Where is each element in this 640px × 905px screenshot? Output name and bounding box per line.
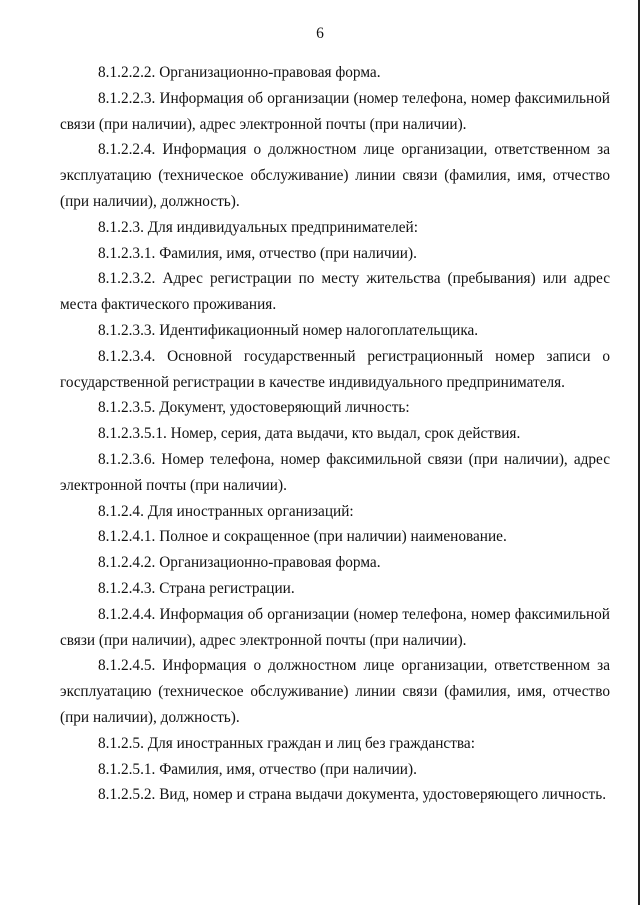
page-number: 6 — [316, 25, 324, 42]
paragraph: 8.1.2.3.6. Номер телефона, номер факсимильной связи (при наличии), адрес электронной почты (при наличии). — [60, 450, 610, 494]
paragraph: 8.1.2.4.3. Страна регистрации. — [98, 579, 295, 597]
paragraph: 8.1.2.3.5. Документ, удостоверяющий личность: — [98, 399, 410, 417]
paragraph: 8.1.2.3.4. Основной государственный регистрационный номер записи о государственной регистрации в качестве индивидуального предпринимателя. — [60, 347, 610, 391]
paragraph: 8.1.2.2.2. Организационно-правовая форма. — [98, 64, 381, 81]
paragraph: 8.1.2.5.2. Вид, номер и страна выдачи документа, удостоверяющего личность. — [98, 786, 607, 804]
paragraph: 8.1.2.3.2. Адрес регистрации по месту жительства (пребывания) или адрес места фактического проживания. — [60, 270, 610, 314]
document-body — [60, 60, 610, 808]
paragraph: 8.1.2.2.3. Информация об организации (номер телефона, номер факсимильной связи (при наличии), адрес электронной почты (при наличии). — [60, 89, 610, 133]
paragraph: 8.1.2.4. Для иностранных организаций: — [98, 502, 354, 520]
paragraph: 8.1.2.3.5.1. Номер, серия, дата выдачи, кто выдал, срок действия. — [98, 425, 521, 443]
paragraph: 8.1.2.5. Для иностранных граждан и лиц без гражданства: — [98, 734, 475, 752]
paragraph: 8.1.2.3.1. Фамилия, имя, отчество (при наличии). — [98, 244, 417, 262]
paragraph: 8.1.2.2.4. Информация о должностном лице организации, ответственном за эксплуатацию (техническое обслуживание) линии связи (фамилия, имя, отчество (при наличии), должность). — [60, 141, 610, 210]
paragraph: 8.1.2.4.4. Информация об организации (номер телефона, номер факсимильной связи (при наличии), адрес электронной почты (при наличии). — [60, 605, 610, 649]
paragraph: 8.1.2.3.3. Идентификационный номер налогоплательщика. — [98, 321, 479, 339]
paragraph: 8.1.2.5.1. Фамилия, имя, отчество (при наличии). — [98, 760, 417, 778]
paragraph: 8.1.2.4.1. Полное и сокращенное (при наличии) наименование. — [98, 528, 507, 546]
paragraph: 8.1.2.3. Для индивидуальных предпринимателей: — [98, 218, 418, 236]
paragraph: 8.1.2.4.5. Информация о должностном лице организации, ответственном за эксплуатацию (техническое обслуживание) линии связи (фамилия, имя, отчество (при наличии), должность). — [60, 657, 610, 726]
paragraph: 8.1.2.4.2. Организационно-правовая форма. — [98, 554, 381, 572]
